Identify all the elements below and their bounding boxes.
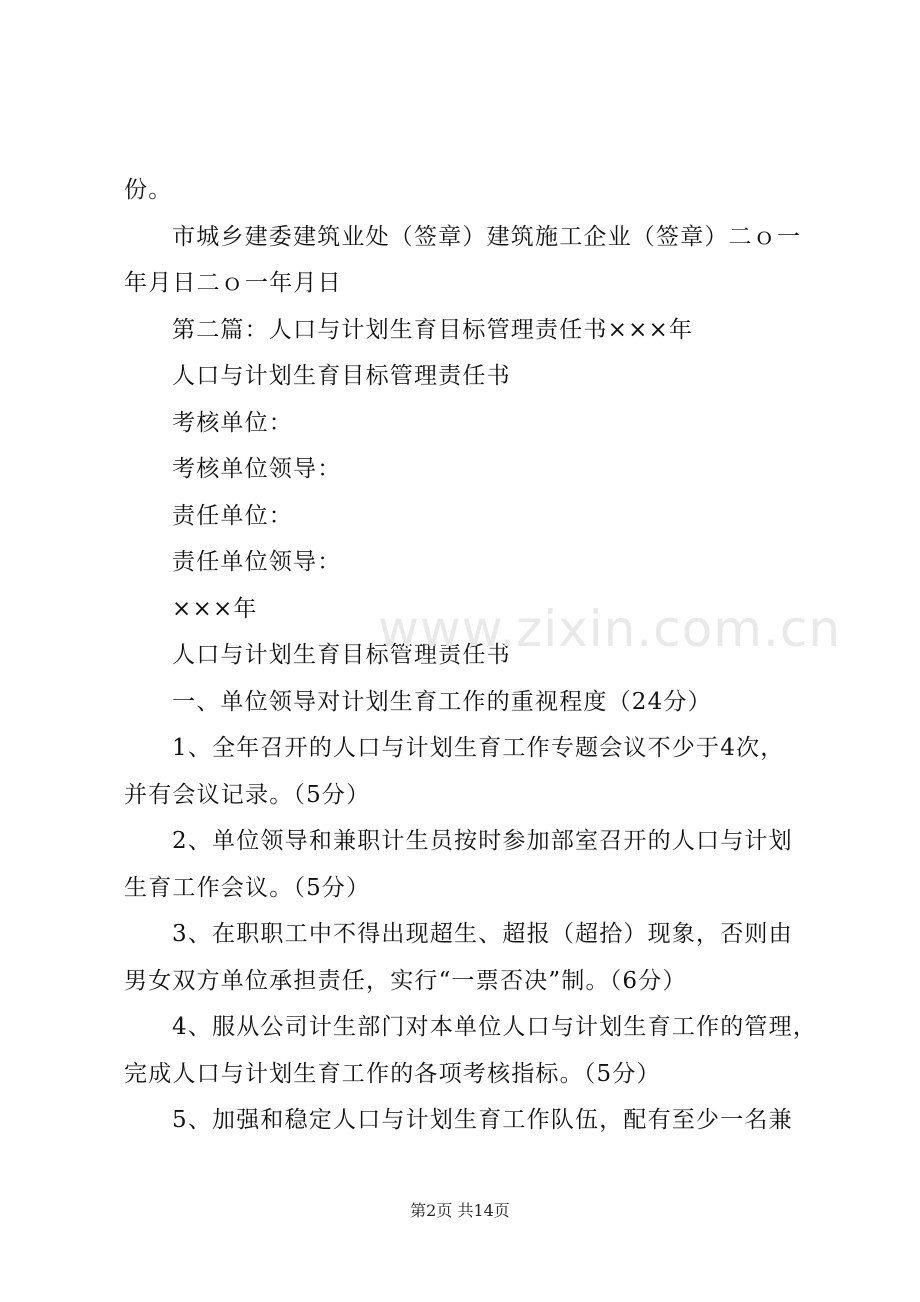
item-4-line-2: 完成人口与计划生育工作的各项考核指标。（5分）	[124, 1061, 661, 1087]
item-2-line-2: 生育工作会议。（5分）	[124, 875, 371, 901]
item-3-line-1: 3、在职职工中不得出现超生、超报（超拾）现象，否则由	[172, 921, 793, 947]
item-heading-1: 一、单位领导对计划生育工作的重视程度（24分）	[172, 689, 712, 715]
text-line-continuation: 份。	[124, 177, 173, 203]
item-1-line-2: 并有会议记录。（5分）	[124, 782, 371, 808]
responsible-leader-label: 责任单位领导：	[172, 549, 342, 575]
assessment-leader-label: 考核单位领导：	[172, 456, 342, 482]
watermark: www.zixin.com.cn	[378, 600, 842, 658]
document-subtitle: 人口与计划生育目标管理责任书	[172, 642, 511, 668]
item-3-line-2: 男女双方单位承担责任，实行“一票否决”制。（6分）	[124, 968, 687, 994]
text-line-signature: 市城乡建委建筑业处（签章）建筑施工企业（签章）二ｏ一	[172, 224, 802, 250]
item-4-line-1: 4、服从公司计生部门对本单位人口与计划生育工作的管理，	[172, 1014, 818, 1040]
section-heading: 第二篇：人口与计划生育目标管理责任书×××年	[172, 317, 694, 343]
year-label: ×××年	[172, 596, 258, 622]
item-1-line-1: 1、全年召开的人口与计划生育工作专题会议不少于4次，	[172, 735, 785, 761]
text-line-date: 年月日二ｏ一年月日	[124, 270, 342, 296]
item-2-line-1: 2、单位领导和兼职计生员按时参加部室召开的人口与计划	[172, 828, 793, 854]
assessment-unit-label: 考核单位：	[172, 410, 293, 436]
item-5-line-1: 5、加强和稳定人口与计划生育工作队伍，配有至少一名兼	[172, 1107, 793, 1133]
document-title: 人口与计划生育目标管理责任书	[172, 363, 511, 389]
responsible-unit-label: 责任单位：	[172, 503, 293, 529]
page-footer: 第2页 共14页	[410, 1201, 510, 1220]
